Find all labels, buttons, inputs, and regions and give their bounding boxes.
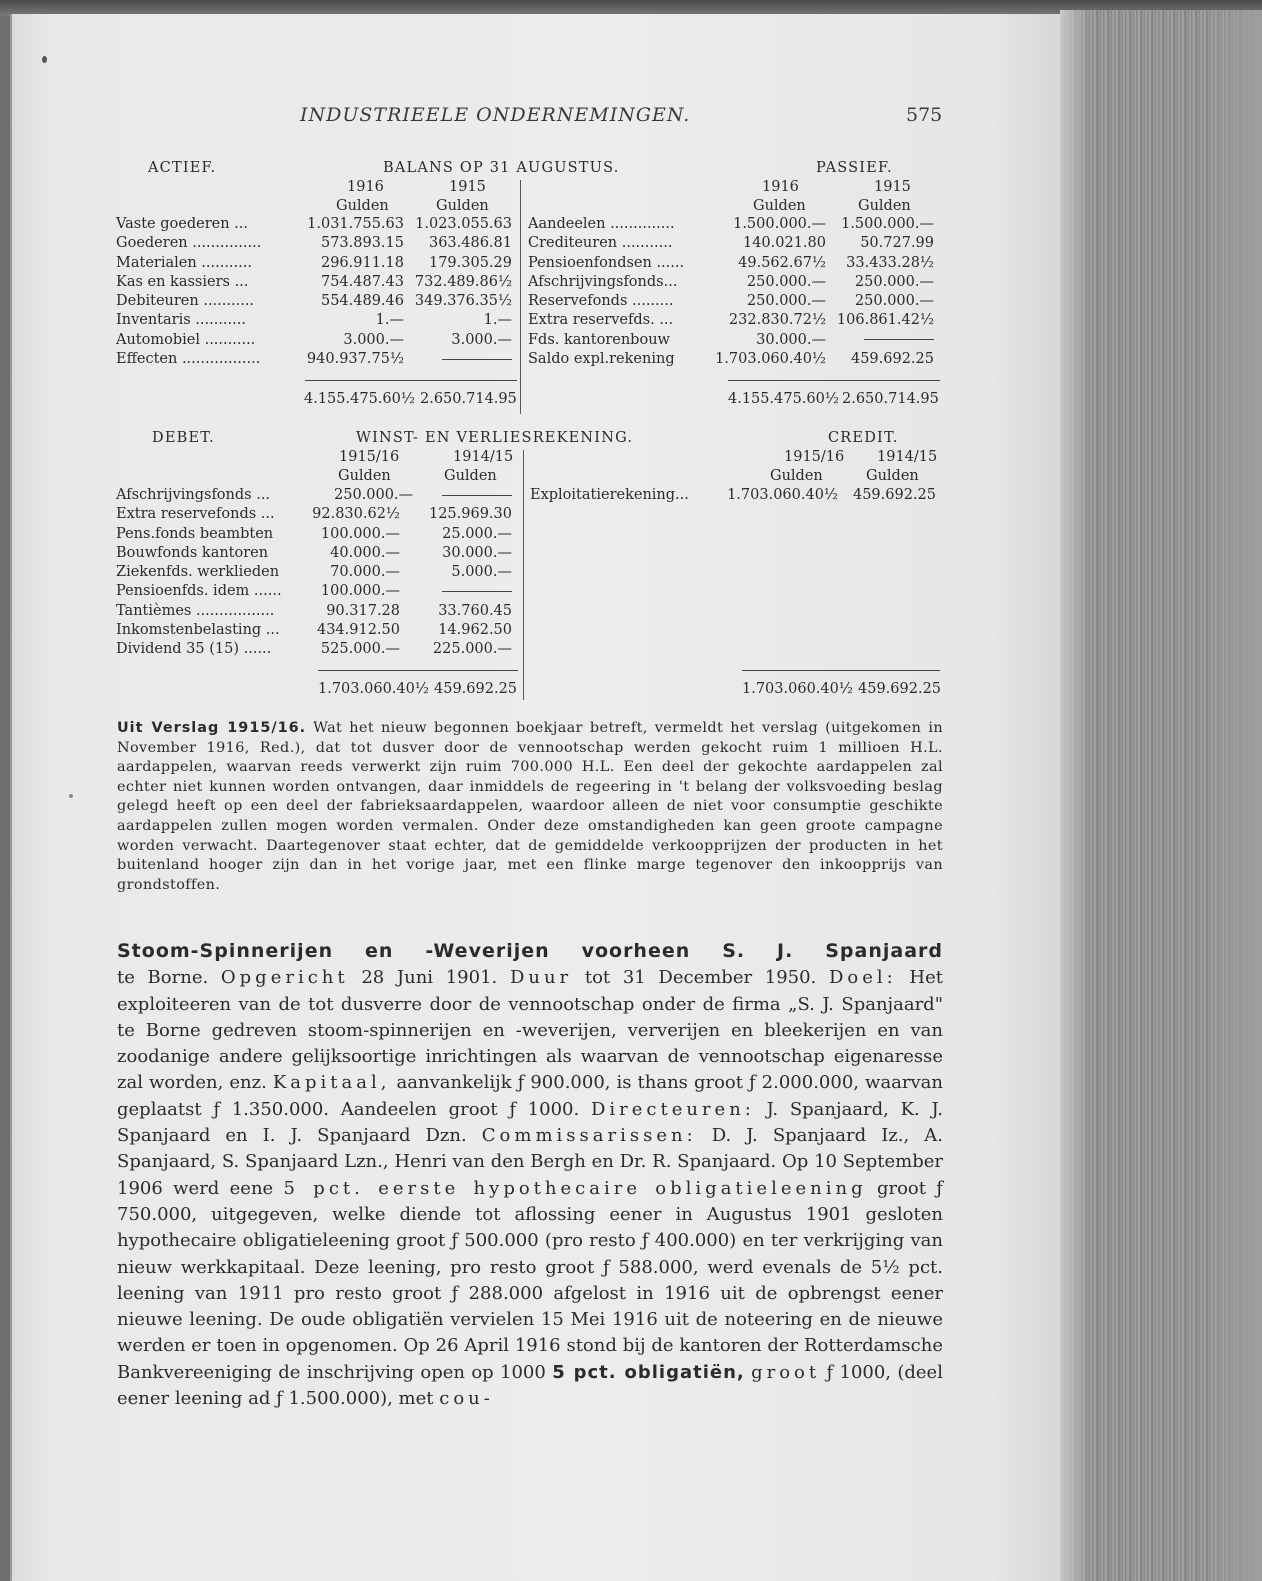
page-number: 575 <box>906 104 943 126</box>
row-label: Pensioenfondsen ...... <box>528 254 685 271</box>
row-label: Materialen ........... <box>116 254 252 271</box>
value-b: 33.760.45 <box>438 602 512 619</box>
loan-text-b: groot ƒ 750.000, uitgegeven, welke diende tot aflossing eener in Augustus 1901 gesloten hypothecaire obligatieleening groot ƒ 500.000 (pro resto ƒ 400.000) en ter verkrijging van nieuw werkkapitaal. Deze leening, pro resto groot ƒ 588.000, werd evenals de 5½ pct. leening van 1911 pro resto groot ƒ 288.000 afgelost in 1916 uit de opbrengst eener nieuwe leening. De oude obligatiën vervielen 15 Mei 1916 uit de noteering en de nieuwe werden er toen in opgenomen. Op 26 April 1916 stond bij de kantoren der Rotterdamsche Bankvereeniging de inschrijving open op 1000 <box>117 1177 943 1383</box>
value-1916: 3.000.— <box>343 331 404 348</box>
col-unit: Gulden <box>336 198 389 214</box>
column-divider <box>520 180 521 414</box>
assets-total-1916: 4.155.475.60½ <box>304 391 415 407</box>
row-label: Dividend 35 (15) ...... <box>116 641 272 658</box>
value-1916: 49.562.67½ <box>738 254 826 271</box>
value-1916: 30.000.— <box>756 331 826 348</box>
bond-heading: 5 pct. obligatiën, <box>552 1361 745 1383</box>
table-row <box>528 292 938 311</box>
row-label: Kas en kassiers ... <box>116 273 249 290</box>
purpose-label: Doel: <box>828 967 897 989</box>
value-1915: 33.433.28½ <box>846 254 934 271</box>
founded-date: 28 Juni 1901. <box>361 967 498 989</box>
actief-heading: ACTIEF. <box>148 160 217 176</box>
value-b: 459.692.25 <box>852 487 936 503</box>
table-row <box>116 621 512 640</box>
value-1915: 363.486.81 <box>428 235 512 252</box>
debit-total-a: 1.703.060.40½ <box>318 681 429 697</box>
page-edges <box>1060 10 1262 1581</box>
row-label: Tantièmes ................. <box>116 602 275 619</box>
table-row <box>530 486 938 505</box>
table-row <box>116 544 512 563</box>
row-label: Reservefonds ......... <box>528 293 674 310</box>
report-lead: Uit Verslag 1915/16. <box>117 720 307 736</box>
value-b: 225.000.— <box>432 641 512 658</box>
credit-total-b: 459.692.25 <box>858 681 942 697</box>
row-label: Afschrijvingsfonds ... <box>116 487 271 503</box>
table-row <box>116 582 512 601</box>
passief-heading: PASSIEF. <box>816 160 893 176</box>
total-rule <box>742 670 940 671</box>
total-rule <box>305 380 517 381</box>
row-label: Vaste goederen ... <box>116 216 248 232</box>
table-row <box>116 292 514 311</box>
value-1915: 459.692.25 <box>850 351 934 368</box>
col-unit: Gulden <box>866 468 919 484</box>
value-a: 40.000.— <box>330 544 400 561</box>
col-unit: Gulden <box>436 198 489 214</box>
debit-total-b: 459.692.25 <box>434 681 518 697</box>
table-row <box>116 331 514 350</box>
balance-title: BALANS OP 31 AUGUSTUS. <box>383 160 620 176</box>
row-label: Ziekenfds. werklieden <box>116 564 280 581</box>
value-a: 92.830.62½ <box>312 506 400 523</box>
value-1916: 296.911.18 <box>320 254 404 271</box>
value-1916: 232.830.72½ <box>728 312 826 329</box>
row-label: Extra reservefonds ... <box>116 506 275 523</box>
table-row <box>116 602 512 621</box>
value-1915: 106.861.42½ <box>836 312 934 329</box>
capital-label: Kapitaal, <box>272 1072 391 1094</box>
value-b: 30.000.— <box>442 544 512 561</box>
table-row <box>116 563 512 582</box>
duration-label: Duur <box>509 967 573 989</box>
table-row <box>528 215 938 234</box>
value-1915: 349.376.35½ <box>414 293 512 310</box>
row-label: Inventaris ........... <box>116 312 246 329</box>
page-speck <box>42 56 47 63</box>
value-a: 90.317.28 <box>326 602 400 619</box>
table-row <box>528 273 938 292</box>
value-1916: 1.500.000.— <box>733 216 826 232</box>
directors-label: Directeuren: <box>590 1098 755 1120</box>
col-year-b: 1914/15 <box>453 449 514 465</box>
value-1915: 179.305.29 <box>428 254 512 271</box>
directors-text: J. Spanjaard, K. J. Spanjaard en I. J. Spanjaard Dzn. <box>117 1098 944 1147</box>
table-row <box>116 311 514 330</box>
value-1916: 754.487.43 <box>320 273 404 290</box>
assets-total-1915: 2.650.714.95 <box>420 391 517 407</box>
row-label: Automobiel ........... <box>116 331 256 348</box>
commissioners-text: D. J. Spanjaard Iz., A. Spanjaard, S. Spanjaard Lzn., Henri van den Bergh en Dr. R. Spanjaard. <box>117 1125 943 1173</box>
value-a: 525.000.— <box>320 641 400 658</box>
col-unit: Gulden <box>770 468 823 484</box>
col-unit: Gulden <box>753 198 806 214</box>
value-1916: 1.— <box>375 312 404 329</box>
value-a: 100.000.— <box>320 525 400 542</box>
value-b: 5.000.— <box>451 564 512 581</box>
table-row <box>528 350 938 369</box>
commissioners-label: Commissarissen: <box>481 1125 697 1147</box>
row-label: Afschrijvingsfonds... <box>528 273 678 290</box>
liabilities-table <box>528 215 938 369</box>
value-1916: 1.703.060.40½ <box>715 351 826 368</box>
col-year-1915: 1915 <box>449 179 486 195</box>
table-row <box>528 311 938 330</box>
value-1916: 250.000.— <box>746 293 826 310</box>
col-year-a: 1915/16 <box>339 449 400 465</box>
value-1916: 940.937.75½ <box>306 351 404 368</box>
loan-text-a: Op 10 September 1906 werd eene <box>117 1151 943 1199</box>
credit-table <box>530 486 938 505</box>
value-a: 1.703.060.40½ <box>727 487 838 503</box>
credit-heading: CREDIT. <box>828 430 899 446</box>
value-1915: 50.727.99 <box>860 235 934 252</box>
row-label: Saldo expl.rekening <box>528 351 675 368</box>
value-1915: 250.000.— <box>854 293 934 310</box>
company-location: te Borne. <box>117 967 209 989</box>
value-b: 125.969.30 <box>428 506 512 523</box>
row-label: Goederen ............... <box>116 235 262 252</box>
table-row <box>116 640 512 659</box>
col-year-1916: 1916 <box>347 179 384 195</box>
table-row <box>528 234 938 253</box>
value-1915: 3.000.— <box>451 331 512 348</box>
empty-dash <box>442 591 512 592</box>
founded-label: Opgericht <box>220 967 349 989</box>
col-year-1916: 1916 <box>762 179 799 195</box>
total-rule <box>318 670 518 671</box>
value-b: 14.962.50 <box>438 622 512 639</box>
table-row <box>116 350 514 369</box>
row-label: Aandeelen .............. <box>528 216 675 232</box>
loan-text-c: ƒ 1000, (deel eener leening ad ƒ 1.500.000), met <box>117 1361 943 1410</box>
row-label: Bouwfonds kantoren <box>116 544 269 561</box>
value-1915: 1.500.000.— <box>841 216 934 232</box>
table-row <box>116 525 512 544</box>
page-speck <box>69 794 73 798</box>
value-1916: 250.000.— <box>746 273 826 290</box>
value-1915: 1.— <box>483 312 512 329</box>
debet-heading: DEBET. <box>152 430 215 446</box>
pl-title: WINST- EN VERLIESREKENING. <box>356 430 634 446</box>
col-year-b: 1914/15 <box>877 449 938 465</box>
assets-table <box>116 215 514 369</box>
value-a: 100.000.— <box>320 583 400 600</box>
empty-dash <box>442 495 512 496</box>
table-row <box>528 254 938 273</box>
col-year-a: 1915/16 <box>784 449 845 465</box>
liabilities-total-1915: 2.650.714.95 <box>842 391 939 407</box>
value-1916: 573.893.15 <box>320 235 404 252</box>
row-label: Effecten ................. <box>116 351 261 368</box>
value-a: 250.000.— <box>334 487 414 503</box>
value-a: 434.912.50 <box>316 622 400 639</box>
debit-table <box>116 486 512 660</box>
row-label: Inkomstenbelasting ... <box>116 622 280 639</box>
table-row <box>116 254 514 273</box>
company-name: Stoom-Spinnerijen en -Weverijen voorheen S. J. Spanjaard <box>117 940 943 962</box>
capital-text: aanvankelijk ƒ 900.000, is thans groot ƒ 2.000.000, waarvan geplaatst ƒ 1.350.000. Aandeelen groot ƒ 1000. <box>117 1072 943 1120</box>
value-1915: 732.489.86½ <box>414 273 512 290</box>
value-a: 70.000.— <box>330 564 400 581</box>
value-1915: 250.000.— <box>854 273 934 290</box>
page-edge-shade <box>1060 10 1090 1581</box>
value-1915: 1.023.055.63 <box>415 216 512 232</box>
table-row <box>116 234 514 253</box>
page-edge-shade <box>1202 10 1262 1581</box>
value-1916: 554.489.46 <box>320 293 404 310</box>
table-row <box>528 331 938 350</box>
company-entry <box>117 938 943 1412</box>
table-row <box>116 273 514 292</box>
col-unit: Gulden <box>338 468 391 484</box>
value-1916: 140.021.80 <box>742 235 826 252</box>
row-label: Debiteuren ........... <box>116 293 255 310</box>
total-rule <box>728 380 940 381</box>
row-label: Exploitatierekening... <box>530 487 689 503</box>
column-divider <box>523 450 524 700</box>
report-text: Wat het nieuw begonnen boekjaar betreft, vermeldt het verslag (uitgekomen in November 1916, Red.), dat tot dusver door de vennootschap werden gekocht ruim 1 millioen H.L. aardappelen, waarvan reeds verwerkt zijn ruim 700.000 H.L. Een deel der gekochte aardappelen zal echter niet kunnen worden ontvangen, daar inmiddels de regeering in 't belang der volksvoeding beslag gelegd heeft op een deel der fabrieksaardappelen, waardoor alleen de niet voor consumptie geschikte aardappelen zullen mogen worden vermalen. Onder deze omstandigheden kan geen groote campagne worden verwacht. Daartegenover staat echter, dat de gemiddelde verkoopprijzen der producten in het buitenland hooger zijn dan in het vorige jaar, met een flinke marge tegenover den inkoopprijs van grondstoffen. <box>117 720 943 893</box>
table-row <box>116 505 512 524</box>
col-unit: Gulden <box>858 198 911 214</box>
row-label: Pens.fonds beambten <box>116 525 274 542</box>
row-label: Fds. kantorenbouw <box>528 331 670 348</box>
value-1916: 1.031.755.63 <box>307 216 404 232</box>
nominal-label: groot <box>751 1361 821 1383</box>
table-row <box>116 486 512 505</box>
col-unit: Gulden <box>444 468 497 484</box>
coupon-fragment: cou- <box>439 1388 494 1410</box>
table-row <box>116 215 514 234</box>
running-title: INDUSTRIEELE ONDERNEMINGEN. <box>300 104 691 126</box>
credit-total-a: 1.703.060.40½ <box>742 681 853 697</box>
empty-dash <box>442 359 512 360</box>
col-year-1915: 1915 <box>874 179 911 195</box>
row-label: Extra reservefds. ... <box>528 312 674 329</box>
row-label: Pensioenfds. idem ...... <box>116 583 282 600</box>
loan-spaced: 5 pct. eerste hypothecaire obligatieleening <box>283 1177 867 1199</box>
annual-report-excerpt <box>117 719 943 895</box>
liabilities-total-1916: 4.155.475.60½ <box>728 391 839 407</box>
duration-value: tot 31 December 1950. <box>584 967 817 989</box>
empty-dash <box>864 339 934 340</box>
row-label: Crediteuren ........... <box>528 235 673 252</box>
value-b: 25.000.— <box>442 525 512 542</box>
purpose-text: Het exploiteeren van de tot dusverre door de vennootschap onder de firma „S. J. Spanjaard" te Borne gedreven stoom-spinnerijen en -weverijen, ververijen en bleekerijen en van zoodanige andere gelijksoortige inrichtingen als waarvan de vennootschap eigenaresse zal worden, enz. <box>117 967 943 1094</box>
